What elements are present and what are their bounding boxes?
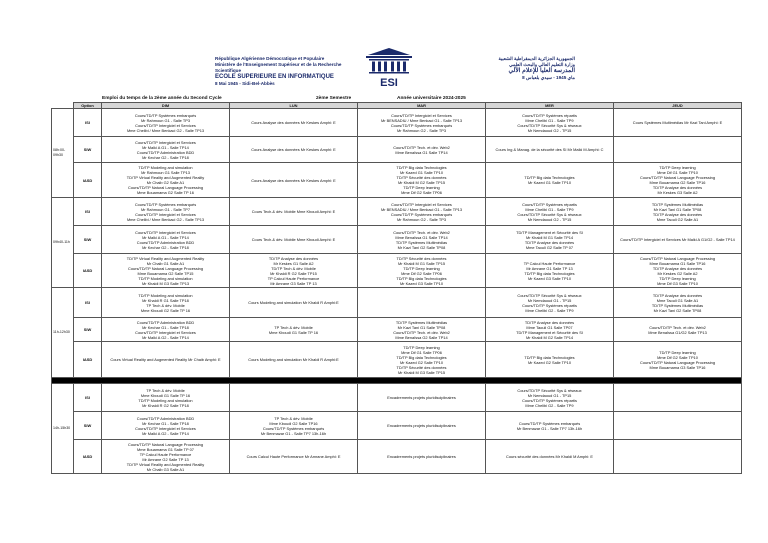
schedule-cell: Cours/TD/TP Natural Language Processing Mme Bouamama G1 Salle TP 07 TP Calcul Haute Performance Mr Amrane G2 Salle TP 13 TD/TP Virtual Reality and Augmented Reality Mr Chaib G3 Salle A1 — [102, 440, 230, 474]
option-cell: ISI — [74, 109, 102, 137]
schedule-cell: TD/TP Modeling and simulation Mr Rahmoun G1 Salle TP13 TD/TP Virtual Reality and Augmented Reality Mr Chaib G2 Salle A1 Cours/TD/TP Natural Language Processing Mme Bouamama G2 Salle TP 16 — [102, 163, 230, 198]
header-ar-ministry: وزارة التعليم العالي والبحث العلمي — [509, 62, 575, 67]
schedule-cell — [614, 412, 742, 440]
option-cell: IASD — [74, 342, 102, 378]
col-mer: MER — [486, 103, 614, 109]
schedule-cell: Cours/TD/TP Intergiciel et Services Mr Malki A G1/G2 - Salle TP14 — [614, 226, 742, 254]
table-row — [52, 198, 742, 226]
schedule-cell: Cours/TD/TP Sécurité Sys & réseaux Mr Nemdaoud G1 - TP15 Cours/TD/TP Systèmes répartis Mme Chelibi G2 - Salle TP9 — [486, 384, 614, 412]
option-cell: IASD — [74, 254, 102, 288]
schedule-cell: Cours Analyse des données Mr Keskes Amphi: E — [230, 137, 358, 163]
schedule-cell: Cours Analyse des données Mr Keskes Amphi: E — [230, 163, 358, 198]
schedule-cell: Cours/TD/TP Administration BDD Mr Kechar G1 - Salle TP18 Cours/TD/TP Intergiciel et Services Mr Malki A G2 - Salle TP14 — [102, 318, 230, 342]
header-french — [215, 56, 355, 87]
schedule-cell: Cours/TD/TP Intergiciel et Services Mr BENSADIU / Mme Benkaci G1 - Salle TP13 Cours/TD/TP Systèmes embarqués Mr Rahmoun G2 - Salle TP3 — [358, 198, 486, 226]
option-cell: SIW — [74, 318, 102, 342]
schedule-cell: Cours/TD/TP Tech. et dév. Web2 Mme Benaïssa G1/G2 Salle TP13 — [614, 318, 742, 342]
time-slot: 14h-15h30 — [52, 384, 74, 474]
logo-lettering: ESI — [380, 77, 398, 89]
time-slot: 08h:00-09h30 — [52, 109, 74, 198]
table-row — [52, 254, 742, 288]
schedule-cell — [614, 384, 742, 412]
col-option: Option — [74, 103, 102, 109]
schedule-cell: Cours/TD/TP Systèmes répartis Mme Chelibi G1 - Salle TP9 Cours/TD/TP Sécurité Sys & réseaux Mr Nemdaoud G2 - TP15 — [486, 109, 614, 137]
schedule-cell: TP Tech & dév. Mobile Mme Kboudi G1 Salle TP 16 TD/TP Modeling and simulation Mr Khaldi R G2 Salle TP18 — [102, 384, 230, 412]
table-row — [52, 163, 742, 198]
schedule-cell: Cours Modeling and simulation Mr Khaldi R Amphi:E — [230, 342, 358, 378]
schedule-cell: TD/TP Analyse des données Mme Taouli G1 Salle TP07 TD/TP Management et Sécurité des SI Mr Khaldi M G2 Salle TP14 — [486, 318, 614, 342]
schedule-cell: TP Tech & dév. Mobile Mme Kboudi G2 Salle TP16 Cours/TD/TP Systèmes embarqués Mr Benmazar G1 - Salle TP7 13h-16h — [230, 412, 358, 440]
table-row — [52, 318, 742, 342]
timetable — [51, 102, 742, 474]
schedule-cell: Cours Systèmes Multimédias Mr Kazi Tani Amphi: E — [614, 109, 742, 137]
schedule-cell: Cours Analyse des données Mr Keskes Amphi: E — [230, 109, 358, 137]
schedule-cell: Cours/TD/TP Intergiciel et Services Mr BENSADIU / Mme Benkaci G1 - Salle TP13 Cours/TD/TP Systèmes embarqués Mr Rahmoun G2 - Salle TP3 — [358, 109, 486, 137]
table-row — [52, 412, 742, 440]
schedule-cell: Cours/TD/TP Systèmes embarqués Mr Rahmoun G1 - Salle TP3 Cours/TD/TP Intergiciel et Services Mme Chelibi / Mme Benkaci G2 - Salle TP13 — [102, 109, 230, 137]
schedule-cell: Cours Tech.& dév. Mobile Mme Kboudi Amphi: E — [230, 198, 358, 226]
academic-year: Année universitaire 2024-2025 — [397, 96, 466, 101]
schedule-cell: TD/TP Analyse des données Mr Keskes G1 Salle A2 TD/TP Tech & dév. Mobile Mr Khaldi R G2 Salle TP15 TP Calcul Haute Performance Mr Amrane G3 Salle TP 13 — [230, 254, 358, 288]
col-lun: LUN — [230, 103, 358, 109]
schedule-cell: Cours Modeling and simulation Mr Khaldi R Amphi:E — [230, 288, 358, 318]
option-cell: SIW — [74, 137, 102, 163]
schedule-cell: Cours Calcul Haute Performance Mr Amrane Amphi: E — [230, 440, 358, 474]
col-mar: MAR — [358, 103, 486, 109]
semester-label: 2ème Semestre — [316, 96, 352, 101]
table-row — [52, 288, 742, 318]
schedule-cell: TD/TP Deep learning Mme Dif G1 Salle TP10 Cours/TD/TP Natural Language Processing Mme Bouamama G2 Salle TP16 TD/TP Analyse des données Mr Keskes G3 Salle A2 — [614, 163, 742, 198]
school-logo-icon — [360, 48, 418, 90]
schedule-cell: Cours/TD/TP Intergiciel et Services Mr Malki A G1 - Salle TP14 Cours/TD/TP Administration BDD Mr Kechar G2 - Salle TP18 — [102, 137, 230, 163]
schedule-cell: TD/TP Virtual Reality and Augmented Reality Mr Chaib G1 Salle A1 Cours/TD/TP Natural Language Processing Mme Bouamama G2 Salle TP15 TD/TP Modeling and simulation Mr Khaldi M G3 Salle TP13 — [102, 254, 230, 288]
schedule-cell: TD/TP Analyse des données Mme Taouli G1 Salle A1 TD/TP Systèmes Multimédias Mr Kazi Tani G2 Salle TP08 — [614, 288, 742, 318]
schedule-cell: TD/TP Systèmes Multimédias Mr Kazi Tani G1 Salle TP08 TD/TP Analyse des données Mme Taouli G2 Salle A1 — [614, 198, 742, 226]
schedule-cell: TD/TP Big data Technologies Mr Kazed G2 Salle TP10 — [486, 342, 614, 378]
time-slot: 11h-12h30 — [52, 288, 74, 378]
schedule-cell: Cours Virtual Reality and Augmented Reality Mr Chaib Amphi: E — [102, 342, 230, 378]
schedule-cell: TD/TP Deep learning Mme Dif G1 Salle TP06 TD/TP Big data Technologies Mr Kazed G2 Salle TP10 TD/TP Sécurité des données Mr Khaldi M G3 Salle TP15 — [358, 342, 486, 378]
schedule-cell: Cours/TD/TP Sécurité Sys & réseaux Mr Nemdaoud G1 - TP15 Cours/TD/TP Systèmes répartis Mme Chelibi G2 - Salle TP9 — [486, 288, 614, 318]
schedule-cell: TD/TP Systèmes Multimédias Mr Kazi Tani G1 Salle TP08 Cours/TD/TP Tech. et dév. Web2 Mme Benaïssa G2 Salle TP14 — [358, 318, 486, 342]
schedule-cell: TD/TP Big data Technologies Mr Kazed G1 Salle TP10 — [486, 163, 614, 198]
option-cell: SIW — [74, 226, 102, 254]
header-ar-republic: الجمهورية الجزائرية الديمقراطية الشعبية — [498, 56, 575, 61]
option-cell: ISI — [74, 288, 102, 318]
schedule-cell: Encadrements projets pluridisciplinaires — [358, 440, 486, 474]
schedule-cell: Cours/TD/TP Systèmes embarqués Mr Rahmoun G1 - Salle TP7 Cours/TD/TP Intergiciel et Services Mme Chelibi / Mme Benkaci G2 - Salle TP13 — [102, 198, 230, 226]
schedule-cell: Cours/TD/TP Systèmes embarqués Mr Benmazar G1 - Salle TP7 13h-16h — [486, 412, 614, 440]
schedule-cell — [358, 288, 486, 318]
option-cell: ISI — [74, 198, 102, 226]
schedule-cell: Cours sécurité des données Mr Khaldi M Amphi: E — [486, 440, 614, 474]
schedule-cell: Cours/TD/TP Intergiciel et Services Mr Malki A G1 - Salle TP14 Cours/TD/TP Administration BDD Mr Kechar G2 - Salle TP18 — [102, 226, 230, 254]
document-title: Emploi du temps de la 2ème année du Second Cycle — [102, 96, 222, 101]
schedule-cell: Cours/TD/TP Tech. et dév. Web2 Mme Benaïssa G1 Salle TP14 TD/TP Systèmes Multimédias Mr Kazi Tani G2 Salle TP08 — [358, 226, 486, 254]
schedule-cell: Encadrements projets pluridisciplinaires — [358, 384, 486, 412]
schedule-cell: Cours/TD/TP Administration BDD Mr Kechar G1 - Salle TP18 Cours/TD/TP Intergiciel et Services Mr Malki A G2 - Salle TP14 — [102, 412, 230, 440]
header-fr-republic: République Algérienne Démocratique et Populaire — [215, 56, 325, 61]
header-fr-school: ECOLE SUPERIEURE EN INFORMATIQUE — [215, 74, 334, 80]
schedule-cell — [614, 137, 742, 163]
schedule-cell: TD/TP Big data Technologies Mr Kazed G1 Salle TP10 TD/TP Sécurité des données Mr Khaldi M G2 Salle TP15 TD/TP Deep learning Mme Dif G2 Salle TP06 — [358, 163, 486, 198]
schedule-cell: TD/TP Modeling and simulation Mr Khaldi R G1 Salle TP18 TP Tech & dév. Mobile Mme Kboudi G2 Salle TP 16 — [102, 288, 230, 318]
option-cell: SIW — [74, 412, 102, 440]
table-row — [52, 440, 742, 474]
schedule-cell: TP Tech & dév. Mobile Mme Kboudi G1 Salle TP 16 — [230, 318, 358, 342]
time-slot: 09h40-11h — [52, 198, 74, 288]
schedule-cell: Cours/TD/TP Systèmes répartis Mme Chelibi G1 - Salle TP9 Cours/TD/TP Sécurité Sys & réseaux Mr Nemdaoud G2 - TP15 — [486, 198, 614, 226]
table-row — [52, 137, 742, 163]
schedule-cell: TD/TP Deep learning Mme Dif G2 Salle TP10 Cours/TD/TP Natural Language Processing Mme Bouamama G3 Salle TP16 — [614, 342, 742, 378]
header-fr-ministry: Ministère de l'Enseignement Supérieur et de la Recherche Scientifique — [215, 62, 342, 73]
schedule-cell — [614, 440, 742, 474]
table-row — [52, 109, 742, 137]
header-ar-school: المدرسة العليا للإعلام الآلي — [508, 68, 575, 74]
header-ar-location: 8 ماي 1945 - سيدي بلعباس — [522, 75, 575, 80]
schedule-cell: Cours Ing & Manag. de la sécurité des SI Mr Malki M Amphi: C — [486, 137, 614, 163]
schedule-cell: TD/TP Sécurité des données Mr Khaldi M G1 Salle TP15 TD/TP Deep learning Mme Dif G2 Salle TP06 TD/TP Big data Technologies Mr Kazed G3 Salle TP10 — [358, 254, 486, 288]
header-arabic — [425, 56, 575, 81]
table-row — [52, 384, 742, 412]
schedule-cell: Cours Tech.& dév. Mobile Mme Kboudi Amphi: E — [230, 226, 358, 254]
option-cell: IASD — [74, 440, 102, 474]
schedule-cell: Cours/TD/TP Tech. et dév. Web2 Mme Benaïssa G1 Salle TP14 — [358, 137, 486, 163]
schedule-cell — [230, 384, 358, 412]
schedule-cell: TD/TP Management et Sécurité des SI Mr Khaldi M G1 Salle TP14 TD/TP Analyse des données Mme Taouli G2 Salle TP 07 — [486, 226, 614, 254]
schedule-cell: TP Calcul Haute Performance Mr Amrane G1 Salle TP 13 TD/TP Big data Technologies Mr Kazed G3 Salle TP10 — [486, 254, 614, 288]
schedule-cell: Encadrements projets pluridisciplinaires — [358, 412, 486, 440]
col-dim: DIM — [102, 103, 230, 109]
option-cell: IASD — [74, 163, 102, 198]
page-header — [0, 0, 768, 94]
table-row — [52, 342, 742, 378]
option-cell: ISI — [74, 384, 102, 412]
col-jeu: JEUD — [614, 103, 742, 109]
table-row — [52, 226, 742, 254]
header-fr-location: 8 Mai 1945 - Sidi-Bel-Abbès — [215, 81, 275, 86]
schedule-cell: Cours/TD/TP Natural Language Processing Mme Bouamama G1 Salle TP16 TD/TP Analyse des données Mr Keskes G2 Salle A2 TD/TP Deep learning Mme Dif G3 Salle TP10 — [614, 254, 742, 288]
